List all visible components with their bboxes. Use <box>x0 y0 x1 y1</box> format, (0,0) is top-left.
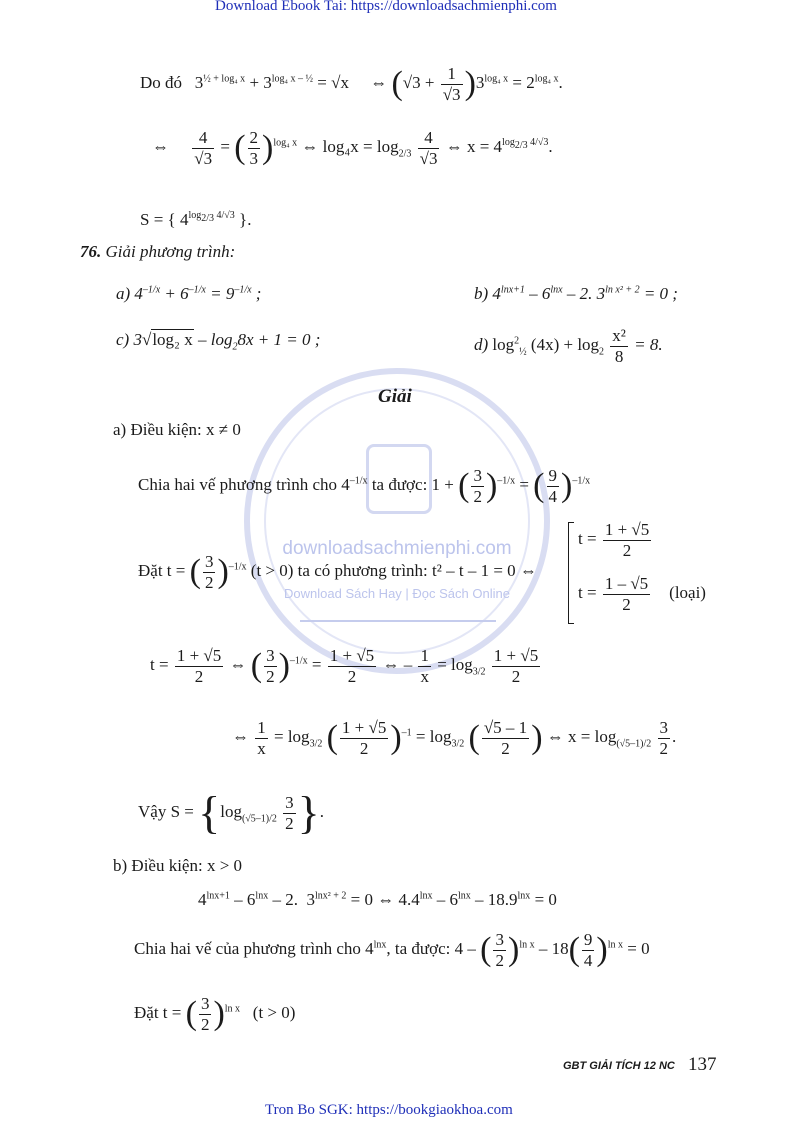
footer-link[interactable]: Tron Bo SGK: https://bookgiaokhoa.com <box>265 1102 513 1118</box>
book-title: GBT GIẢI TÍCH 12 NC <box>563 1060 675 1072</box>
problem-b-label: b) <box>474 284 489 303</box>
a-set-t-mid: (t > 0) ta có phương trình: t² – t – 1 = 0 ⇔ <box>250 560 537 580</box>
problem-heading <box>80 242 235 262</box>
header-download-link[interactable]: Download Ebook Tai: https://downloadsachmienphi.com <box>215 0 557 14</box>
b-equation: $4^{lnx+1} - 6^{lnx} - 2$. $3^{lnx^2 + 2} = 0$ ⇔ $4.4^{lnx} - 6^{lnx} - 18.9^{lnx} = 0$ <box>198 890 557 909</box>
a-condition: a) Điều kiện: x ≠ 0 <box>113 420 241 439</box>
b-divide-prefix: Chia hai vế của phương trình cho 4 <box>134 938 374 958</box>
watermark-seal <box>244 368 550 674</box>
problem-c-rest: – log <box>197 330 233 349</box>
watermark-divider <box>300 620 496 622</box>
page-number: 137 <box>688 1054 717 1075</box>
b-set-t-end: (t > 0) <box>252 1002 296 1022</box>
problem-c: c) 3√log₂ $x - \log_28x + 1 = 0$ ; <box>116 330 321 353</box>
problem-c-label: c) <box>116 330 130 349</box>
root-negative: t = $\frac{1 - √5}{2}$ (loại) <box>578 574 706 614</box>
problem-title: Giải phương trình: <box>105 242 236 261</box>
do-do-label: Do đó <box>140 72 183 92</box>
a-set-t-label: Đặt t = <box>138 560 186 580</box>
problem-d-end: = 8. <box>634 334 663 354</box>
solution-set-prefix: S = { <box>140 210 176 229</box>
a-conclusion-label: Vậy S = <box>138 801 194 821</box>
intro-line-2: ⇔ $\frac{4}{√3}$ = ( $\frac{2}{3}$ )$^{log_4 x}$ ⇔ $\log_4x = \log_{2/3}$ $\frac{4}{√3}$ ⇔ $x = 4^{log_{2/3} 4/√3}$. <box>152 128 553 168</box>
a-step-1: t = $\frac{1 + √5}{2}$ ⇔ ( $\frac{3}{2}$ )$^{-1/x}$ = $\frac{1 + √5}{2}$ ⇔ – $\frac{1}{x}$ = $\log_{3/2}$ $\frac{1 + √5}{2}$ <box>150 646 539 686</box>
problem-c-coef: 3 <box>133 330 142 349</box>
watermark-tagline: Download Sách Hay | Đọc Sách Online <box>284 586 510 601</box>
b-set-t-line: Đặt t = ( $\frac{3}{2}$ )$^{ln x}$ (t > 0) <box>134 994 296 1034</box>
intro-line-1: Do đó $3^{\frac{1}{2} + log_4 x} + 3^{log_4 x - \frac{1}{2}} = √x$ ⇔ (√3 + $\frac{1}{√3}$ )$3^{log_4 x} = 2^{log_4 x}$. <box>140 64 563 104</box>
problem-c-end: 8x + 1 = 0 ; <box>237 330 321 349</box>
watermark-site: downloadsachmienphi.com <box>282 538 512 559</box>
problem-a: a) $4^{-1/x} + 6^{-1/x} = 9^{-1/x}$ ; <box>116 284 262 303</box>
reject-label: (loại) <box>669 582 706 602</box>
problem-a-label: a) <box>116 284 131 303</box>
problem-number: 76. <box>80 242 102 261</box>
solution-set-intro: S = { $4^{log_{2/3} 4/√3}$ }. <box>140 210 252 229</box>
a-conclusion: Vậy $S = \{\log_{(√5-1)/2}$ $\frac{3}{2}$ }. <box>138 787 324 838</box>
solution-heading: Giải <box>378 386 412 407</box>
b-set-t-label: Đặt t = <box>134 1002 182 1022</box>
b-condition: b) Điều kiện: x > 0 <box>113 856 243 875</box>
a-divide-mid: ta được: 1 + <box>371 474 454 494</box>
solution-set-suffix: }. <box>239 210 252 229</box>
b-divide-line: Chia hai vế của phương trình cho $4^{lnx}$, ta được: 4 – ( $\frac{3}{2}$ )$^{ln x}$ – 18( $\frac{9}{4}$ )$^{ln x}$ = 0 <box>134 930 650 970</box>
a-divide-prefix: Chia hai vế phương trình cho 4 <box>138 474 350 494</box>
a-divide-line: Chia hai vế phương trình cho $4^{-1/x}$ ta được: 1 + ( $\frac{3}{2}$ )$^{-1/x}$ = ( $\frac{9}{4}$ )$^{-1/x}$ <box>138 466 591 506</box>
a-set-t-line: Đặt t = ( $\frac{3}{2}$ )$^{-1/x}$ (t > 0) ta có phương trình: t² – t – 1 = 0 ⇔ <box>138 552 537 592</box>
problem-d-label: d) <box>474 334 489 354</box>
case-bracket <box>568 522 574 624</box>
problem-b: b) $4^{lnx+1} - 6^{lnx} - 2$. $3^{ln x^2 + 2} = 0$ ; <box>474 284 678 303</box>
b-divide-mid: , ta được: 4 – <box>386 938 476 958</box>
a-step-2: ⇔ $\frac{1}{x}$ = $\log_{3/2}$ ( $\frac{1 + √5}{2}$ )$^{-1} = \log_{3/2}$ ( $\frac{√5 - 1}{2}$ ) ⇔ $x = \log_{(√5-1)/2}$ $\frac{3}{2}$ . <box>232 718 677 758</box>
root-positive: t = $\frac{1 + √5}{2}$ <box>578 520 650 560</box>
problem-d: d) $\log^2_{\frac{1}{2}} (4x) + \log_2$ $\frac{\text{x²}}{8}$ = 8. <box>474 326 663 366</box>
